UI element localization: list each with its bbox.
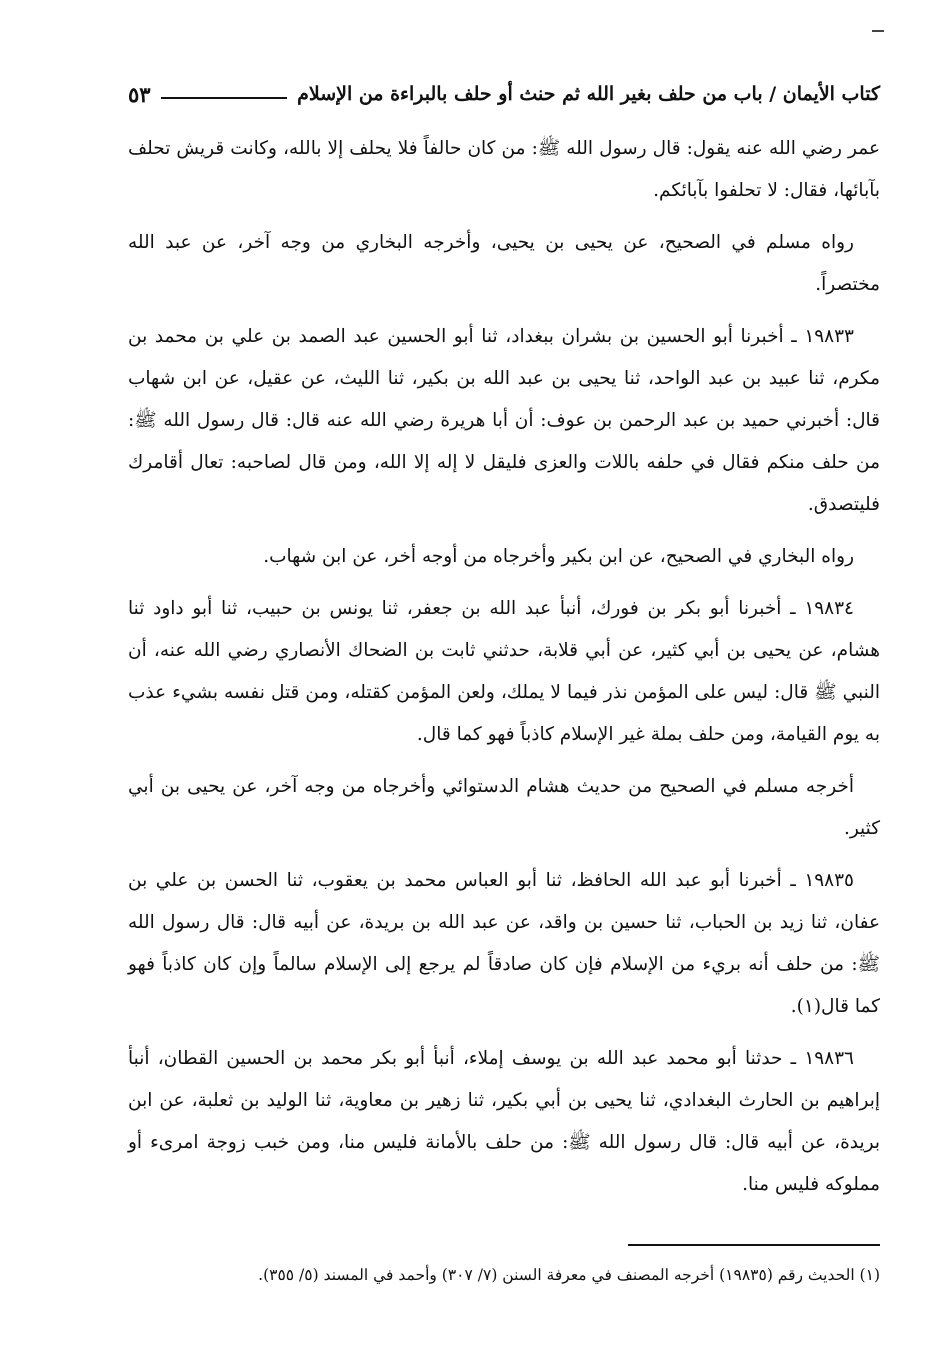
paragraph: رواه مسلم في الصحيح، عن يحيى بن يحيى، وأخرجه البخاري من وجه آخر، عن عبد الله مختصراً. xyxy=(128,232,880,295)
paragraph: ١٩٨٣٥ ـ أخبرنا أبو عبد الله الحافظ، ثنا أبو العباس محمد بن يعقوب، ثنا الحسن بن علي بن عفان، ثنا زيد بن الحباب، ثنا حسين بن واقد، عن عبد الله بن بريدة، عن أبيه قال: قال رسول الله ﷺ: من حلف أنه بريء من الإسلام فإن كان صادقاً لم يرجع إلى الإسلام سالماً وإن كان كاذباً فهو كما قال(١). xyxy=(128,870,880,1017)
header-title: كتاب الأيمان / باب من حلف بغير الله ثم حنث أو حلف بالبراءة من الإسلام xyxy=(297,83,880,105)
paragraph: ١٩٨٣٤ ـ أخبرنا أبو بكر بن فورك، أنبأ عبد الله بن جعفر، ثنا يونس بن حبيب، ثنا أبو داود ثنا هشام، عن يحيى بن أبي كثير، عن أبي قلابة، حدثني ثابت بن الضحاك الأنصاري رضي الله عنه، أن النبي ﷺ قال: ليس على المؤمن نذر فيما لا يملك، ولعن المؤمن كقتله، ومن قتل نفسه بشيء عذب به يوم القيامة، ومن حلف بملة غير الإسلام كاذباً فهو كما قال. xyxy=(128,598,880,745)
main-text xyxy=(128,128,880,1216)
page-number: ٥٣ xyxy=(128,81,151,107)
paragraph: ١٩٨٣٣ ـ أخبرنا أبو الحسين بن بشران ببغداد، ثنا أبو الحسين عبد الصمد بن علي بن محمد بن مكرم، ثنا عبيد بن عبد الواحد، ثنا يحيى بن عبد الله بن بكير، ثنا الليث، عن عقيل، عن ابن شهاب قال: أخبرني حميد بن عبد الرحمن بن عوف: أن أبا هريرة رضي الله عنه قال: قال رسول الله ﷺ: من حلف منكم فقال في حلفه باللات والعزى فليقل لا إله إلا الله، ومن قال لصاحبه: تعال أقامرك فليتصدق. xyxy=(128,326,880,515)
paragraph: عمر رضي الله عنه يقول: قال رسول الله ﷺ: من كان حالفاً فلا يحلف إلا بالله، وكانت قريش تحلف بآبائها، فقال: لا تحلفوا بآبائكم. xyxy=(128,138,880,201)
running-header xyxy=(128,76,880,112)
footnote: (١) الحديث رقم (١٩٨٣٥) أخرجه المصنف في معرفة السنن (٧/ ٣٠٧) وأحمد في المسند (٥/ ٣٥٥). xyxy=(258,1266,880,1284)
header-rule xyxy=(161,97,288,99)
paragraph: رواه البخاري في الصحيح، عن ابن بكير وأخرجاه من أوجه أخر، عن ابن شهاب. xyxy=(263,546,854,567)
footnote-separator xyxy=(628,1244,880,1246)
page-corner-mark xyxy=(872,30,884,32)
paragraph: ١٩٨٣٦ ـ حدثنا أبو محمد عبد الله بن يوسف إملاء، أنبأ أبو بكر محمد بن الحسين القطان، أنبأ إبراهيم بن الحارث البغدادي، ثنا يحيى بن أبي بكير، ثنا زهير بن معاوية، ثنا الوليد بن ثعلبة، عن ابن بريدة، عن أبيه قال: قال رسول الله ﷺ: من حلف بالأمانة فليس منا، ومن خبب زوجة امرىء أو مملوكه فليس منا. xyxy=(128,1048,880,1195)
paragraph: أخرجه مسلم في الصحيح من حديث هشام الدستوائي وأخرجاه من وجه آخر، عن يحيى بن أبي كثير. xyxy=(128,776,880,839)
